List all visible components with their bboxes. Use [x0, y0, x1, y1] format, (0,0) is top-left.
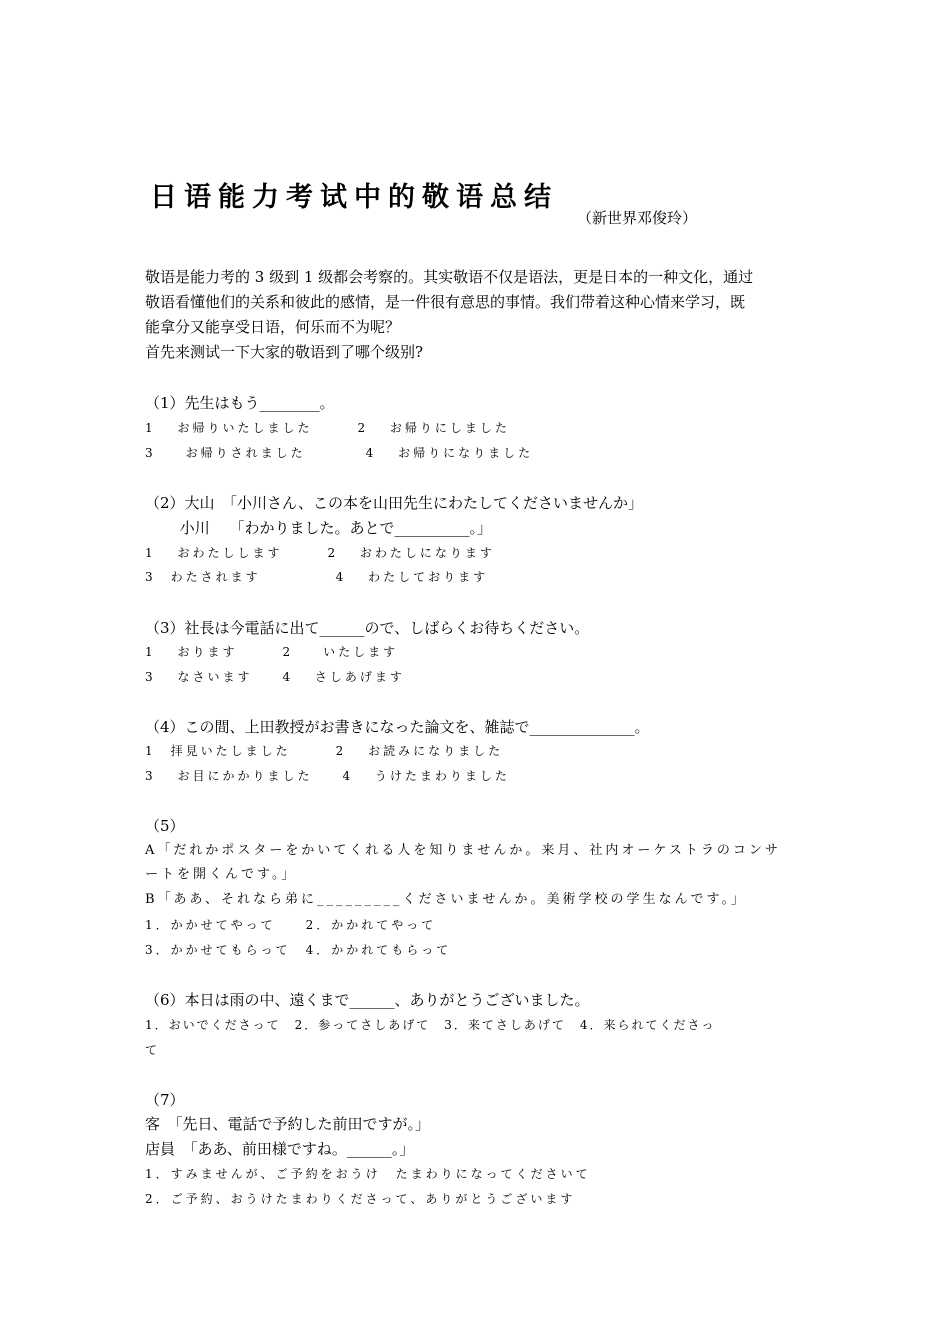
question-stem: 小川 「わかりました。あとで__________。」 [145, 519, 493, 537]
answer-options: 1．すみませんが、ご予約をおうけ たまわりになってくださいて [145, 1167, 591, 1181]
answer-options: 1 拝見いたしました 2 お読みになりました [145, 744, 504, 758]
question-number: （7） [145, 1091, 185, 1109]
document-title: 日语能力考试中的敬语总结 [150, 182, 558, 213]
question-stem: （3）社長は今電話に出て______ので、しばらくお待ちください。 [145, 619, 590, 637]
intro-line: 敬语是能力考的 3 级到 1 级都会考察的。其实敬语不仅是语法，更是日本的一种文化，通过 [145, 268, 754, 286]
intro-line: 敬语看懂他们的关系和彼此的感情，是一件很有意思的事情。我们带着这种心情来学习，既 [145, 293, 746, 311]
answer-options: 1 おります 2 いたします [145, 645, 399, 659]
question-stem: A「だれかポスターをかいてくれる人を知りませんか。来月、社内オーケストラのコンサ [145, 843, 781, 858]
answer-options: 1．かかせてやって 2．かかれてやって [145, 918, 437, 932]
answer-options: て [145, 1043, 161, 1057]
question-stem: （6）本日は雨の中、遠くまで______、ありがとうございました。 [145, 991, 590, 1009]
question-stem: （2）大山 「小川さん、この本を山田先生にわたしてくださいませんか」 [145, 494, 643, 512]
answer-options: 3 なさいます 4 さしあげます [145, 670, 405, 684]
answer-options: 1．おいでくださって 2．参ってさしあげて 3．来てさしあげて 4．来られてくださっ [145, 1018, 716, 1032]
answer-options: 3 お帰りされました 4 お帰りになりました [145, 446, 534, 460]
answer-options: 3．かかせてもらって 4．かかれてもらって [145, 943, 452, 957]
dialogue-line: 客 「先日、電話で予約した前田ですが。」 [145, 1115, 431, 1133]
answer-options: 3 お目にかかりました 4 うけたまわりました [145, 769, 510, 783]
intro-line: 能拿分又能享受日语，何乐而不为呢？ [145, 318, 401, 336]
question-stem: （4）この間、上田教授がお書きになった論文を、雑誌で______________。 [145, 718, 650, 736]
question-stem: ートを開くんです。」 [145, 867, 298, 882]
answer-options: 1 おわたしします 2 おわたしになります [145, 546, 495, 560]
answer-options: 3 わたされます 4 わたしております [145, 570, 489, 584]
intro-line: 首先来测试一下大家的敬语到了哪个级别? [145, 343, 424, 361]
author-note: （新世界邓俊玲） [577, 209, 698, 227]
dialogue-line: 店員 「ああ、前田様ですね。______。」 [145, 1140, 415, 1158]
question-number: （5） [145, 817, 185, 835]
question-stem: （1）先生はもう________。 [145, 394, 335, 412]
answer-options: 2．ご予約、おうけたまわりくださって、ありがとうございます [145, 1192, 576, 1206]
answer-options: 1 お帰りいたしました 2 お帰りにしました [145, 421, 510, 435]
question-stem: B「ああ、それなら弟に_________くださいませんか。美術学校の学生なんです。」 [145, 892, 747, 907]
